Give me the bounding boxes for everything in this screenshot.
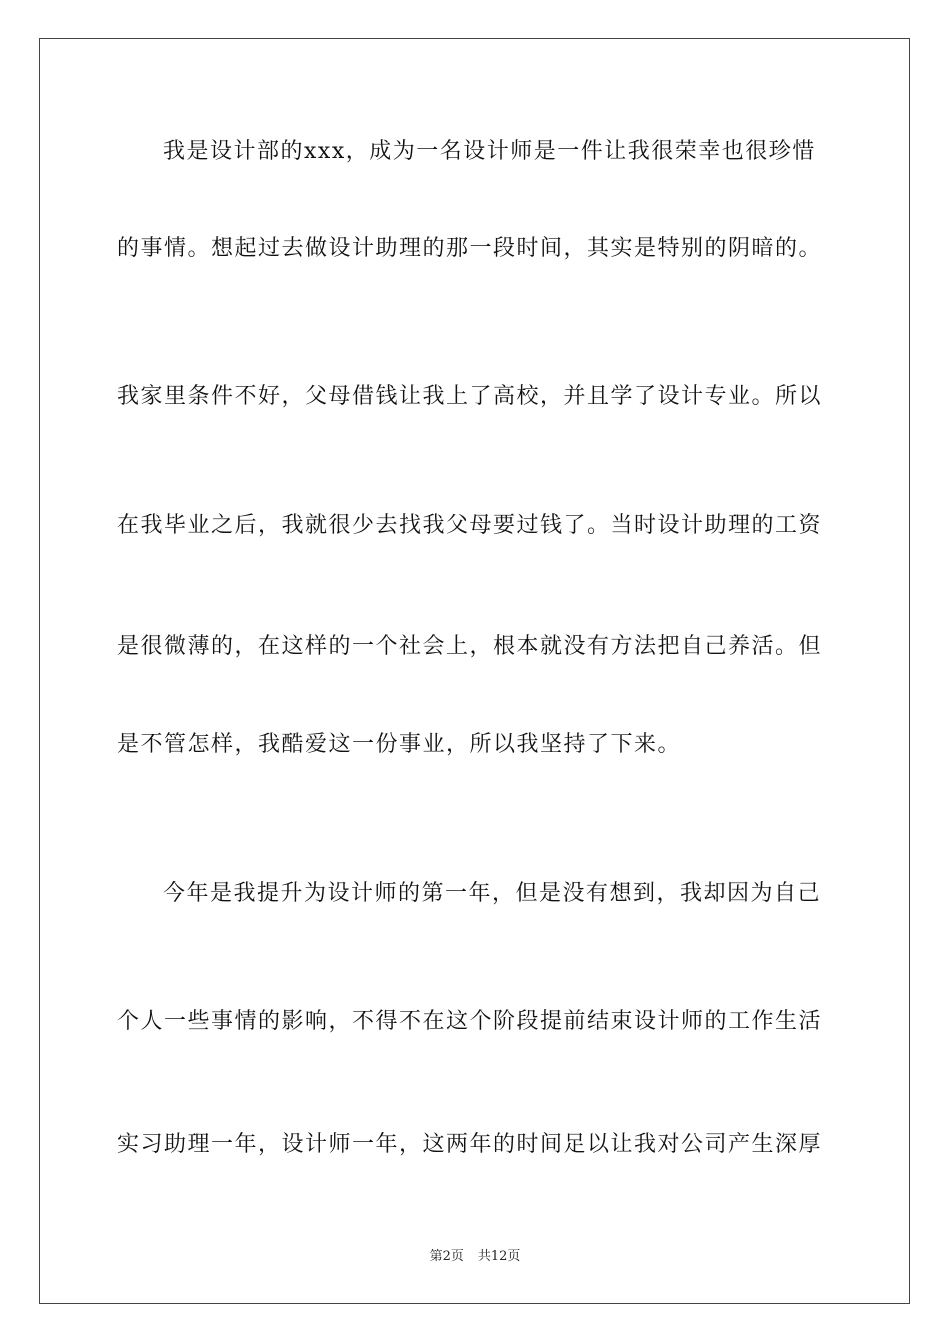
page-total: 共12页 — [477, 1249, 521, 1264]
paragraph-1-line-3: 我家里条件不好，父母借钱让我上了高校，并且学了设计专业。所以 — [117, 384, 823, 409]
paragraph-1-line-4: 在我毕业之后，我就很少去找我父母要过钱了。当时设计助理的工资 — [117, 513, 823, 538]
paragraph-1-line-1: 我是设计部的xxx，成为一名设计师是一件让我很荣幸也很珍惜 — [163, 139, 816, 164]
page-footer — [0, 1248, 950, 1266]
page-border — [39, 38, 910, 1304]
page-number: 第2页 — [429, 1249, 464, 1264]
paragraph-2-line-2: 个人一些事情的影响，不得不在这个阶段提前结束设计师的工作生活 — [117, 1009, 823, 1034]
paragraph-1-line-6: 是不管怎样，我酷爱这一份事业，所以我坚持了下来。 — [117, 732, 682, 757]
paragraph-2-line-3: 实习助理一年，设计师一年，这两年的时间足以让我对公司产生深厚 — [117, 1132, 823, 1157]
paragraph-2-line-1: 今年是我提升为设计师的第一年，但是没有想到，我却因为自己 — [163, 881, 822, 906]
paragraph-1-line-5: 是很微薄的，在这样的一个社会上，根本就没有方法把自己养活。但 — [117, 634, 823, 659]
paragraph-1-line-2: 的事情。想起过去做设计助理的那一段时间，其实是特别的阴暗的。 — [117, 236, 823, 261]
